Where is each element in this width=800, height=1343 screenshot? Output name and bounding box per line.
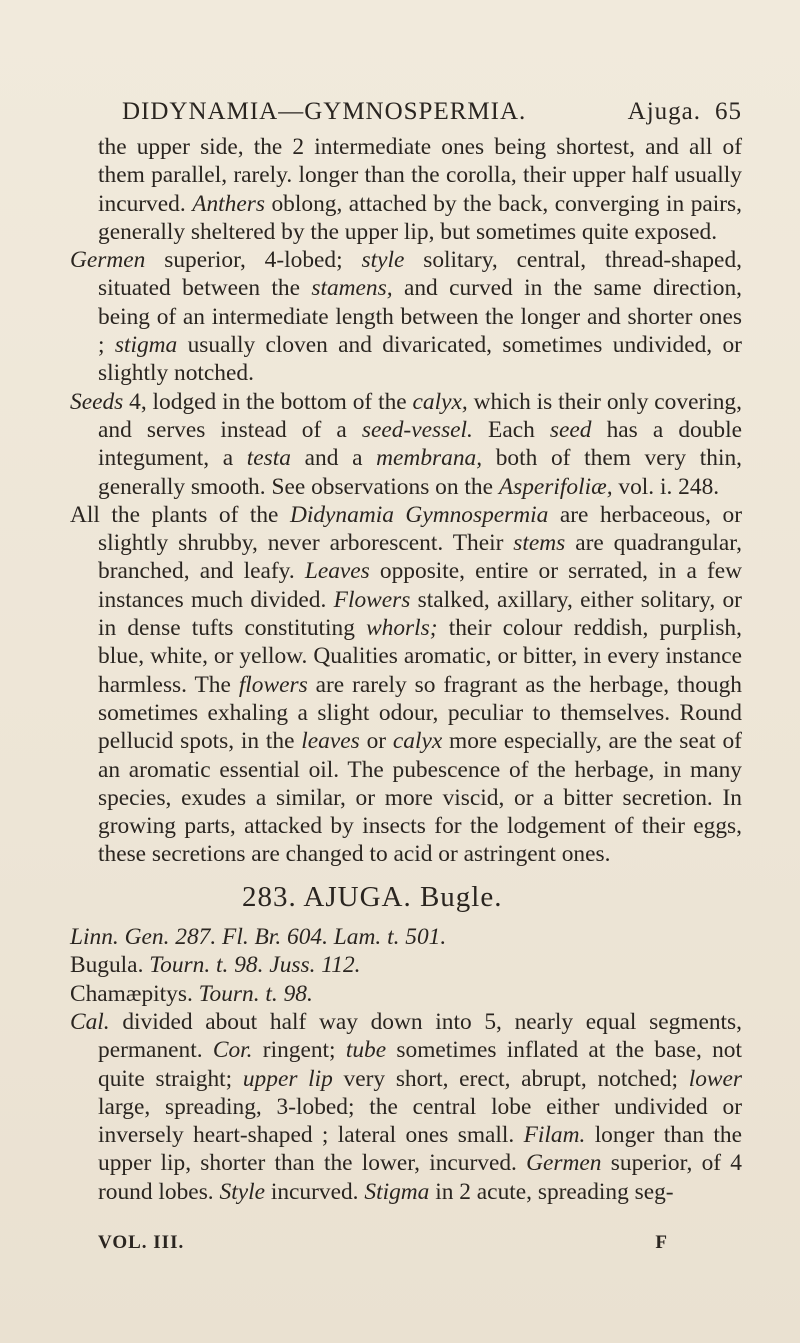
term-cal: Cal. [70, 1008, 110, 1035]
text-span: superior, 4-lobed; [164, 247, 343, 274]
term-germen: Germen [70, 247, 146, 274]
page-footer [98, 1232, 668, 1254]
text-span: usually cloven and divaricated, sometimes undivided, or slightly notched. [98, 332, 742, 387]
term-cor: Cor. [212, 1037, 253, 1064]
text-span: the upper side, the 2 intermediate ones being shortest, and all of them parallel, rarely. longer than the corolla, their upper half usually incurved. [98, 134, 742, 217]
header-genus: Ajuga. [627, 98, 701, 125]
term-stamens: stamens, [311, 275, 393, 302]
term-testa: testa [246, 445, 291, 472]
term-leaves: leaves [301, 728, 360, 755]
term-tube: tube [345, 1037, 387, 1064]
text-span: large, spreading, 3-lobed; the central lobe either undivided or inversely heart-shaped ; lateral ones small. [98, 1093, 742, 1149]
paragraph-all-plants [70, 501, 742, 869]
text-span: stalked, axillary, either solitary, or in dense tufts constituting [98, 586, 742, 642]
signature-mark: F [655, 1232, 668, 1253]
text-span: has a double integument, a [98, 416, 742, 472]
term-seed-vessel: seed-vessel. [361, 416, 473, 443]
term-membrana: membrana, [376, 445, 483, 472]
text-span: solitary, central, thread-shaped, situated between the [98, 247, 742, 302]
paragraph-seeds [70, 388, 742, 501]
term-lower: lower [688, 1065, 742, 1092]
term-whorls: whorls; [366, 615, 438, 642]
term-flowers: flowers [238, 671, 308, 698]
reference-citation: Tourn. t. 98. [198, 980, 313, 1007]
term-style: Style [219, 1178, 265, 1205]
text-span: are rarely so fragrant as the herbage, though sometimes exhaling a slight odour, peculiar to themselves. Round pellucid spots, in the [98, 671, 742, 755]
text-span: opposite, entire or serrated, in a few instances much divided. [98, 558, 743, 613]
term-calyx: calyx, [412, 388, 468, 415]
reference-linnaeus: Linn. Gen. 287. Fl. Br. 604. Lam. t. 501. [70, 924, 447, 951]
text-span: ringent; [262, 1037, 336, 1064]
reference-chamaepitys [70, 980, 742, 1008]
text-span: vol. i. 248. [618, 473, 720, 500]
paragraph-germen [70, 246, 742, 387]
text-span: very short, erect, abrupt, notched; [343, 1065, 678, 1092]
volume-label: VOL. III. [98, 1232, 185, 1253]
text-span: Bugula. [70, 952, 144, 979]
term-asperifoliae: Asperifoliæ, [498, 473, 613, 500]
term-seed: seed [549, 416, 592, 443]
running-header [122, 98, 742, 126]
text-span: 4, lodged in the bottom of the [129, 388, 407, 415]
text-span: are quadrangular, branched, and leafy. [98, 530, 742, 585]
text-span: All the plants of the [70, 501, 279, 528]
term-germen: Germen [526, 1150, 602, 1177]
text-span: and curved in the same direction, being of an intermediate length between the longer and shorter ones ; [98, 275, 742, 359]
text-span: sometimes inflated at the base, not quite straight; [98, 1037, 742, 1092]
text-span: oblong, attached by the back, converging in pairs, generally sheltered by the upper lip, but sometimes quite exposed. [98, 190, 743, 245]
running-title: DIDYNAMIA—GYMNOSPERMIA. [122, 98, 527, 125]
text-span: in 2 acute, spreading seg- [435, 1178, 674, 1205]
term-stigma: stigma [114, 332, 178, 359]
term-flowers: Flowers [333, 586, 411, 613]
text-span: and a [304, 445, 363, 472]
term-anthers: Anthers [192, 190, 265, 217]
term-seeds: Seeds [70, 388, 124, 415]
text-span: both of them very thin, generally smooth. See observations on the [98, 445, 743, 500]
term-calyx: calyx [392, 728, 443, 755]
body-text [70, 133, 742, 1206]
text-span: Chamæpitys. [70, 980, 193, 1007]
page-number: 65 [715, 98, 742, 125]
term-leaves: Leaves [304, 558, 370, 585]
term-upper-lip: upper lip [242, 1065, 333, 1092]
text-span: more especially, are the seat of an aromatic essential oil. The pubescence of the herbage, in many species, exudes a similar, or more viscid, or a bitter secretion. In growing parts, attacked by insects for the lodgement of their eggs, these secretions are changed to acid or astringent ones. [98, 728, 742, 868]
text-span: longer than the upper lip, shorter than the lower, incurved. [98, 1122, 742, 1177]
term-didynamia-gymnospermia: Didynamia Gymnospermia [289, 501, 549, 528]
reference-citation: Tourn. t. 98. Juss. 112. [149, 952, 361, 979]
text-span: their colour reddish, purplish, blue, white, or yellow. Qualities aromatic, or bitter, in every instance harmless. The [98, 615, 742, 698]
text-span: Each [488, 416, 535, 443]
text-span: divided about half way down into 5, nearly equal segments, permanent. [98, 1008, 742, 1064]
reference-bugula [70, 951, 742, 979]
term-style: style [361, 247, 405, 274]
term-stems: stems [513, 530, 566, 557]
term-filam: Filam. [523, 1122, 586, 1149]
text-span: or [366, 728, 387, 755]
header-right [614, 98, 742, 126]
section-title: 283. AJUGA. Bugle. [242, 880, 503, 913]
term-stigma: Stigma [364, 1178, 430, 1205]
text-span: superior, of 4 round lobes. [98, 1150, 742, 1205]
text-span: incurved. [270, 1178, 359, 1205]
text-span: are herbaceous, or slightly shrubby, never arborescent. Their [98, 501, 742, 557]
paragraph-calyx [70, 1008, 742, 1206]
text-span: which is their only covering, and serves instead of a [98, 388, 742, 443]
paragraph-stamens-continued [70, 133, 742, 246]
